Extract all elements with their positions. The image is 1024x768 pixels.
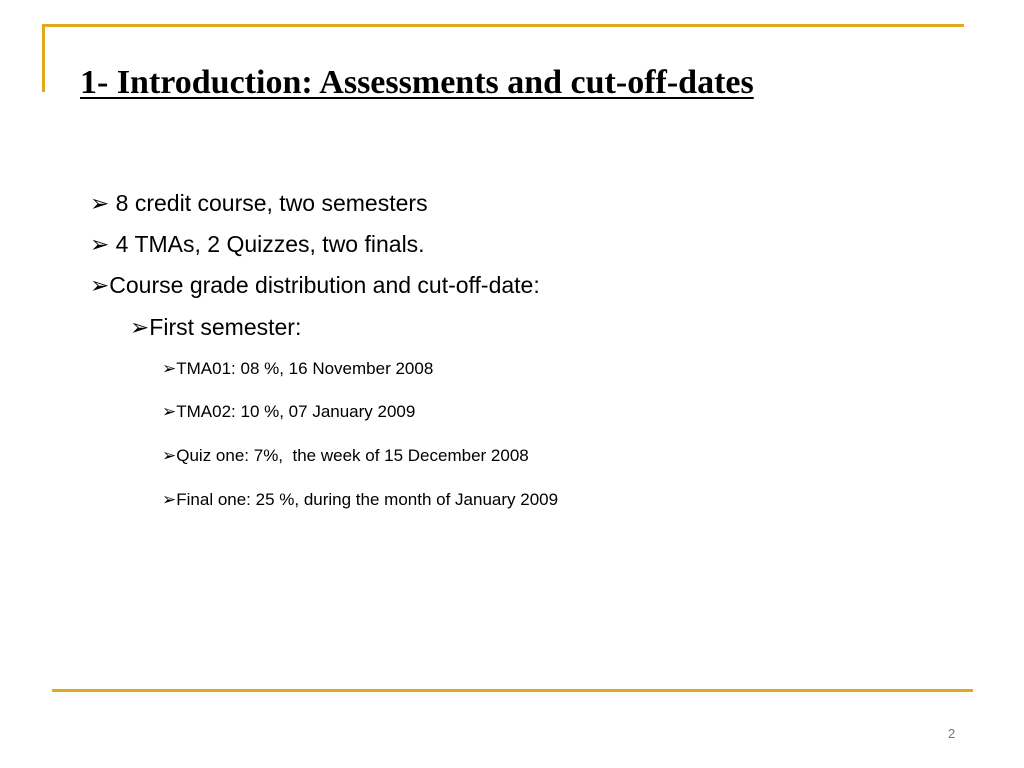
- bullet-text: First semester:: [149, 314, 302, 340]
- bullet-item: [90, 233, 425, 256]
- bullet-item: [90, 274, 540, 297]
- arrow-bullet-icon: ➢: [162, 402, 177, 421]
- bullet-text: Quiz one: 7%, the week of 15 December 2008: [176, 446, 529, 465]
- bullet-text: 4 TMAs, 2 Quizzes, two finals.: [109, 231, 425, 257]
- bullet-text: TMA01: 08 %, 16 November 2008: [176, 359, 434, 378]
- arrow-bullet-icon: ➢: [130, 314, 150, 340]
- arrow-bullet-icon: ➢: [162, 446, 177, 465]
- bullet-item: [90, 192, 428, 215]
- bullet-item: [162, 491, 558, 508]
- arrow-bullet-icon: ➢: [90, 231, 110, 257]
- bullet-text: TMA02: 10 %, 07 January 2009: [176, 402, 416, 421]
- bottom-border-line: [52, 689, 973, 692]
- bullet-item: [162, 403, 415, 420]
- bullet-item: [130, 316, 301, 339]
- bullet-item: [162, 360, 433, 377]
- arrow-bullet-icon: ➢: [90, 272, 110, 298]
- bullet-text: Course grade distribution and cut-off-date:: [109, 272, 540, 298]
- arrow-bullet-icon: ➢: [90, 190, 110, 216]
- page-number: 2: [948, 726, 956, 741]
- bullet-text: Final one: 25 %, during the month of January 2009: [176, 490, 559, 509]
- arrow-bullet-icon: ➢: [162, 490, 177, 509]
- bullet-text: 8 credit course, two semesters: [109, 190, 428, 216]
- arrow-bullet-icon: ➢: [162, 359, 177, 378]
- slide-title: 1- Introduction: Assessments and cut-off-dates: [80, 64, 754, 101]
- bullet-item: [162, 447, 529, 464]
